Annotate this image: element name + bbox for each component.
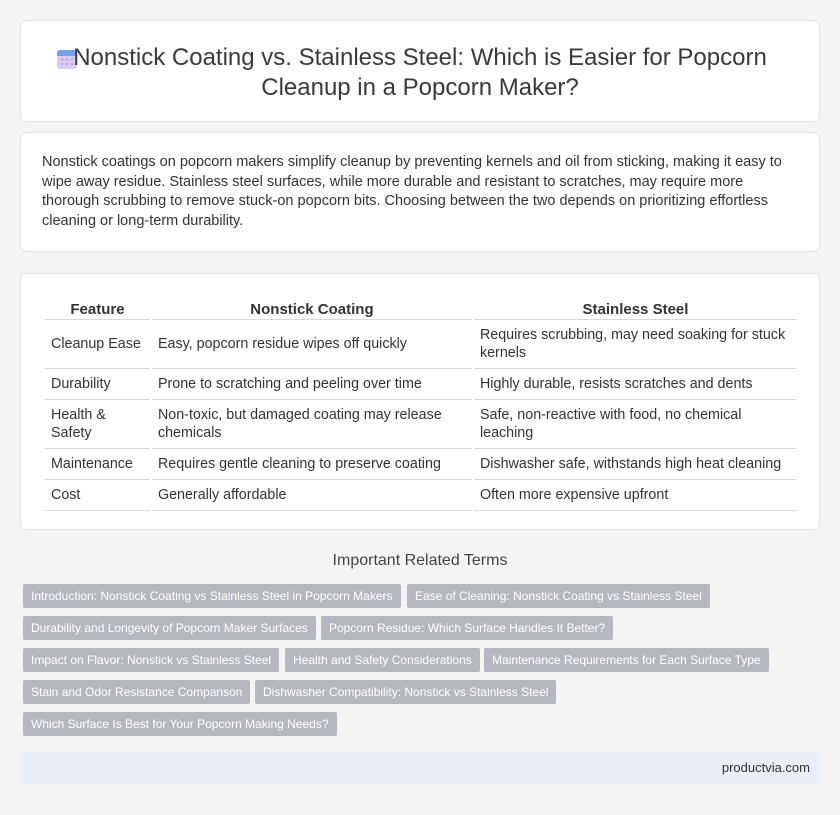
related-term-tag[interactable]: Dishwasher Compatibility: Nonstick vs Stainless Steel bbox=[255, 680, 556, 704]
related-term-tag[interactable]: Which Surface Is Best for Your Popcorn Making Needs? bbox=[23, 712, 337, 736]
table-row bbox=[45, 480, 797, 511]
table-cell: Requires gentle cleaning to preserve coating bbox=[152, 449, 472, 480]
table-cell: Non-toxic, but damaged coating may release chemicals bbox=[152, 400, 472, 449]
table-cell: Easy, popcorn residue wipes off quickly bbox=[152, 320, 472, 369]
comparison-table bbox=[43, 294, 799, 511]
table-header-row bbox=[45, 294, 797, 320]
column-header: Feature bbox=[45, 294, 150, 320]
related-term-tag[interactable]: Maintenance Requirements for Each Surface Type bbox=[484, 648, 769, 672]
related-terms-title: Important Related Terms bbox=[332, 552, 508, 569]
table-cell: Health & Safety bbox=[45, 400, 150, 449]
intro-text: Nonstick coatings on popcorn makers simplify cleanup by preventing kernels and oil from sticking, making it easy to wipe away residue. Stainless steel surfaces, while more durable and resistant to scratches, may require more thorough scrubbing to remove stuck-on popcorn bits. Choosing between the two depends on prioritizing effortless cleaning or long-term durability. bbox=[42, 154, 782, 229]
table-row bbox=[45, 449, 797, 480]
site-name[interactable]: productvia.com bbox=[721, 760, 810, 775]
column-header: Stainless Steel bbox=[474, 294, 797, 320]
table-cell: Cleanup Ease bbox=[45, 320, 150, 369]
table-cell: Durability bbox=[45, 369, 150, 400]
related-term-tag[interactable]: Stain and Odor Resistance Comparison bbox=[23, 680, 250, 704]
table-cell: Cost bbox=[45, 480, 150, 511]
table-row bbox=[45, 369, 797, 400]
table-cell: Dishwasher safe, withstands high heat cleaning bbox=[474, 449, 797, 480]
related-term-tag[interactable]: Health and Safety Considerations bbox=[285, 648, 480, 672]
table-cell: Prone to scratching and peeling over time bbox=[152, 369, 472, 400]
title-card bbox=[20, 20, 820, 122]
related-term-tag[interactable]: Popcorn Residue: Which Surface Handles It Better? bbox=[321, 616, 613, 640]
related-term-tag[interactable]: Durability and Longevity of Popcorn Maker Surfaces bbox=[23, 616, 316, 640]
related-term-tag[interactable]: Ease of Cleaning: Nonstick Coating vs Stainless Steel bbox=[407, 584, 710, 608]
intro-card bbox=[20, 132, 820, 252]
table-row bbox=[45, 320, 797, 369]
page-title: Nonstick Coating vs. Stainless Steel: Which is Easier for Popcorn Cleanup in a Popcorn Maker? bbox=[73, 44, 767, 101]
table-cell: Maintenance bbox=[45, 449, 150, 480]
column-header: Nonstick Coating bbox=[152, 294, 472, 320]
table-row bbox=[45, 400, 797, 449]
table-cell: Safe, non-reactive with food, no chemical leaching bbox=[474, 400, 797, 449]
footer bbox=[20, 751, 820, 785]
comparison-card bbox=[20, 273, 820, 530]
table-cell: Often more expensive upfront bbox=[474, 480, 797, 511]
related-term-tag[interactable]: Introduction: Nonstick Coating vs Stainless Steel in Popcorn Makers bbox=[23, 584, 401, 608]
related-term-tag[interactable]: Impact on Flavor: Nonstick vs Stainless Steel bbox=[23, 648, 279, 672]
table-cell: Highly durable, resists scratches and dents bbox=[474, 369, 797, 400]
table-cell: Requires scrubbing, may need soaking for stuck kernels bbox=[474, 320, 797, 369]
table-cell: Generally affordable bbox=[152, 480, 472, 511]
